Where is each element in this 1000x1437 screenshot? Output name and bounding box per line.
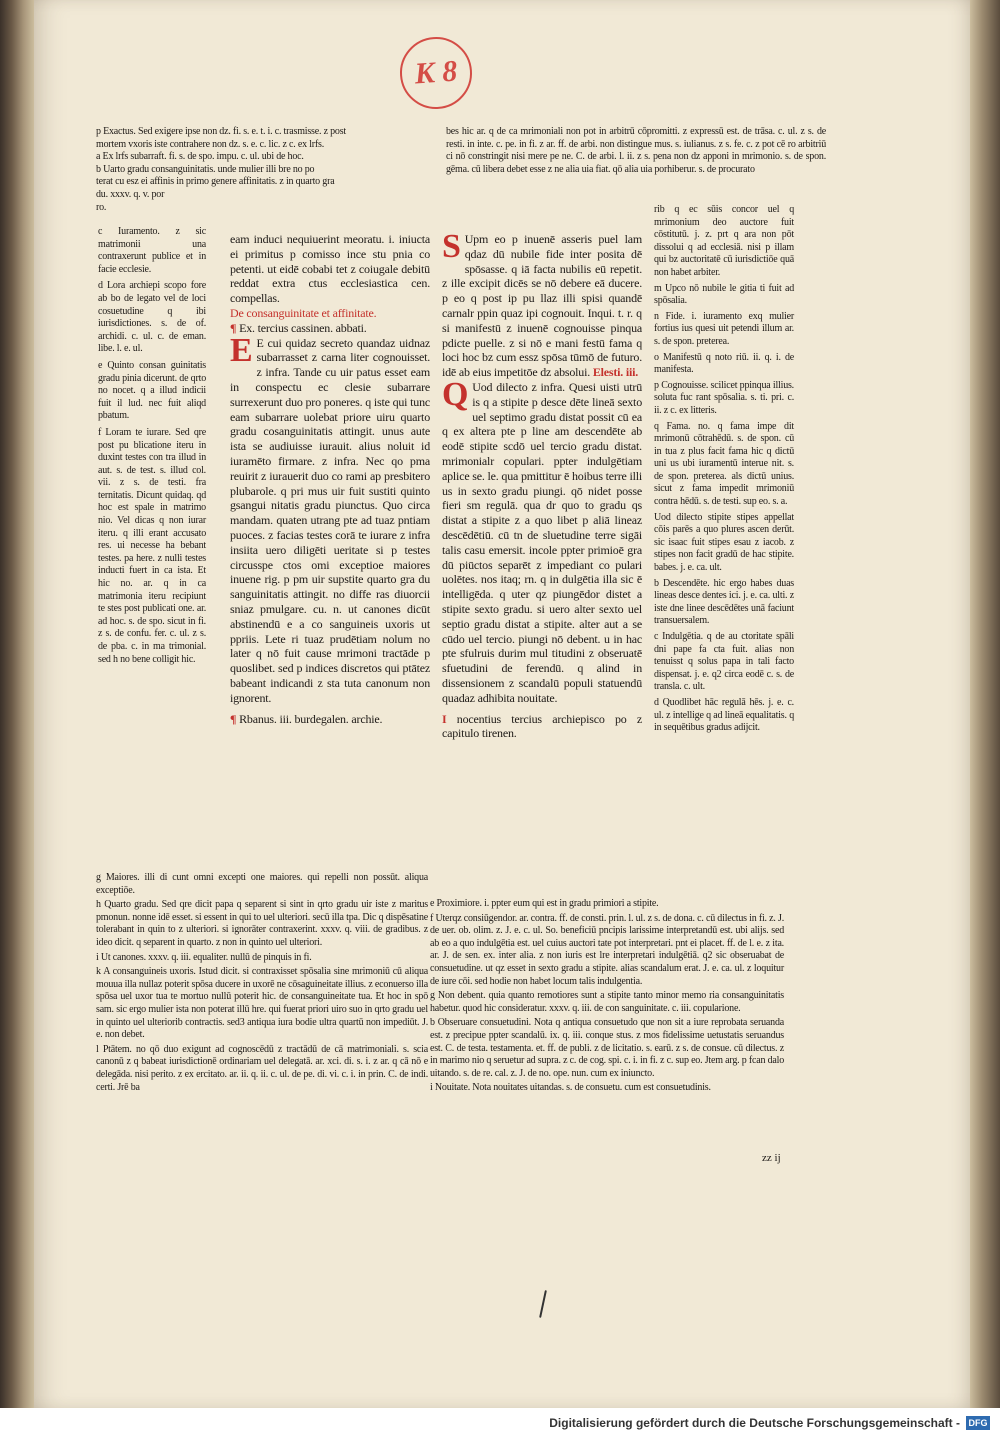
gloss-line: bes hic ar. q de ca mrimoniali non pot in arbitrū cōpromitti. z expressū est. de trāsa. c. ul. z s. de resti. in inte. c. pe. in fi. z ar. ff. de arbi. non distingue mus. s. iulianus. z s. fe. c. z pot cē ro arbitriū ci nō constringit nisi mere pe ne. C. de arbi. l. ii. z s. pena non dz apponi in mrimonio. s. de spon. gēma. cū libera debet esse z ne alia uia fiat. qō alia uia porhiberur. s. de procurato: [446, 126, 826, 175]
paragraph-mark: ¶: [230, 711, 237, 726]
gloss-entry: q Fama. no. q fama impe dit mrimonū cōtrahēdū. s. de spon. cū in tua z plus facit fama hic q dictū uni us ubi iuramentū interue nit. s. de spon. preterea. als dictū unius. sicut z fama impedit mrimoniū contra hēdū. s. de testi. sup eo. s. a.: [654, 420, 794, 508]
gloss-entry: p Cognouisse. scilicet ppinqua illius. soluta fuc rant spōsalia. s. ti. pri. c. ii. z c. ex litteris.: [654, 379, 794, 416]
book-edge-right: [970, 0, 1000, 1408]
column-left-top: [96, 126, 426, 214]
gloss-entry: b Obseruare consuetudini. Nota q antiqua consuetudo que non sit a iure reprobata seruanda est. z precipue ppter scandalū. ix. q. iii. conque stus. z mos fidelissime uetustatis seruandus est. C. de testa. testamenta. et. ff. de publi. z de licitatio. s. earū. z s. de consue. cū dilectus. z in marimo nio q seruetur ad supra. z c. de cog. spi. c. i. in fi. z c. sup eo. Jtem arg. p fcan dalo uitando. s. de re. cal. z. J. de no. ope. nun. cum ex iniuncto.: [430, 1017, 784, 1079]
main-paragraph: [230, 331, 430, 706]
gloss-entry: e Quinto consan guinitatis gradu pinia dicerunt. de qrto no nocet. q a illud indicii fuit il lud. nec fuit aliqd pbatum.: [98, 359, 206, 422]
gloss-line: a Ex lrfs subarraft. fi. s. de spo. impu. c. ul. ubi de hoc.: [96, 151, 304, 163]
gloss-entry: f Uterqz consiūgendor. ar. contra. ff. de consti. prin. l. ul. z s. de dona. c. cū dilectus in fi. z. J. de uer. ob. olim. z. J. e. c. ul. So. beneficiū pncipis larissime interpretandū est. ubi alijs. sed ab eo a quo indulgētia est. uel cuius auctori tate pot interpretari. pnt ei placet. ff. de l. e. z ita. ar. J. de sen. ex. inter alia. z non iuris est lre interpretari indulgētiā. q2 sic obseruabat de consuetudine. ut qz esset in sexto gradu a stipite. alias scandalum erat. J. e. ca. ul. z loquitur de iure cōi. sed hodie non habet locum talis indulgentia.: [430, 912, 784, 987]
paragraph-mark: ¶: [230, 320, 237, 335]
gloss-entry: i Nouitate. Nota nouitates uitandas. s. de consuetu. cum est consuetudinis.: [430, 1082, 711, 1094]
column-right-top: [446, 126, 826, 176]
gloss-entry: k A consanguineis uxoris. Istud dicit. si contraxisset spōsalia sine mrimoniū cū aliqua mouua illa nullaz poterit spōsa ducere in uxorē ne cōsaguineitate illius. z econuerso illa spōsa uel uxor tua te mortuo nullū poterit hic. de consanguineitate tua. Et hoc in spō sam. sic ergo mulier ista non poterat illū hre. qui fuerat priori uiro suo in qrto gradu uel in quinto uel ulteriorib contractis. sed3 antiqua iura bodie ultra quartū non impediūt. J. e. non debet.: [96, 966, 428, 1041]
chapter-title-text: Rbanus. iii. burdegalen. archie.: [239, 711, 383, 726]
gloss-entry: d Lora archiepi scopo fore ab bo de legato vel de loci cosuetudine q ibi iurisdictiones. s. de of. archidi. c. ul. c. de eman. libe. l. e. ul.: [98, 280, 206, 355]
column-main-right: [442, 228, 642, 741]
chapter-title-text: nocentius tercius archiepisco po z capitulo tirenen.: [442, 711, 642, 741]
drop-capital: Q: [442, 375, 469, 413]
main-paragraph: eam induci nequiuerint meoratu. i. iniucta ei primitus p comisso ince stu pnia co petenti. ut eidē cobabi tet z coiugale debitū reddat extra ctus ecclesiastica cen. compellas.: [230, 232, 430, 306]
chapter-title: [230, 321, 430, 336]
gloss-line: mortem vxoris iste contrahere non dz. s. e. c. lic. z c. ex lrfs.: [96, 138, 325, 150]
chapter-title-text: Elesti. iii.: [592, 365, 639, 380]
main-paragraph-text: Uod dilecto z infra. Quesi uisti utrū is q a stipite p desce dēte lineā sexto uel septimo gradu distat possit cū ea q ex altera pte p line am descendēte ab eodē stipite scdō uel tercio gradu distat. mrimonialr copulari. ppter indulgētiam aplice se. le. qua pmittitur ē hoibus terre illi us in sexto gradu piungi. qō nidet posse fieri sm regulā. qua dr quo to gradu qs distat a stipite z a quo libet p aliā lineaz descēdētiū. cū tn de sluetudine terre sigāi talis casu emersit. incole ppter primioē gra dū piūctos separēt z impediant co pulari uolētes. nos itaq; rn. q in dulgētia illa sic ē intelligēda. q uter qz piungēdor distet a stipite sexto gradu. si uero alter sexto uel septio gradu distat a stipite. alter aut a se cūdo uel tercio. piungi nō debent. u in hac pte sfulruis durim mul titudini z obseruatē sfuetudini de ferendū. q alind in dissensionem z scandalū populi statuendū quadaz adhibita nouitate.: [442, 379, 642, 705]
gloss-line: p Exactus. Sed exigere ipse non dz. fi. s. e. t. i. c. trasmisse. z post: [96, 126, 346, 137]
gloss-entry: Uod dilecto stipite stipes appellat cōis parēs a quo plures ascen derūt. sic isaac fuit stipes esau z iacob. z stipes non facit gradū de hac stipite. babes. j. e. ca. ult.: [654, 511, 794, 574]
gloss-entry: h Quarto gradu. Sed qre dicit papa q separent si sint in qrto gradu uir iste z maritus pmonun. nonne idē esset. si essent in qui to uel ulteriori. secū illa tpa. Dic q dispēsatine tolerabant in quin to z ulteriori. si ignorāter contraxerint. xxxv. q. viii. de gradibus. z ideo dicit. q separent in quarto. z non in quinto uel ulteriori.: [96, 899, 428, 948]
gloss-entry: m Upco nō nubile le gitia ti fuit ad spōsalia.: [654, 282, 794, 307]
gloss-line: b Uarto gradu consanguinitatis. unde mulier illi bre no po: [96, 163, 315, 175]
column-main-left: [230, 232, 430, 726]
gloss-entry: c Iuramento. z sic matrimonii una contraxerunt publice et in facie ecclesie.: [98, 226, 206, 275]
gloss-entry: e Proximiore. i. ppter eum qui est in gradu primiori a stipite.: [430, 898, 659, 909]
gloss-entry: o Manifestū q noto riū. ii. q. i. de manifesta.: [654, 351, 794, 376]
gloss-entry: b Descendēte. hic ergo habes duas lineas desce dentes ici. j. e. ca. ulti. z iste dne linee descēdētes unā faciunt transuersalem.: [654, 577, 794, 627]
column-left-gloss: [98, 226, 206, 666]
column-bottom-left: [96, 872, 428, 1094]
book-edge-left: [0, 0, 34, 1408]
main-paragraph-text: E cui quidaz secreto quandaz uidnaz subarrasset z carna liter cognouisset. z infra. Tande cu uir patus esset eam in conspectu ec clesie subarrare surrexerunt duo pro poneres. q iste qui tunc eam subarrare uolebat priore uiru quarto gradu cosanguinitatis attingit. unus aute ista se audiuisse iurauit. alius noluit id iuramēto firmare. z infra. Nec qo pma reuirit z iurauerit duo co rami ap presbitero plubarole. q pri mus uir fuit sustiti quinto gsangui nitatis gradu piunctus. Quo circa mandam. quaten utrang pte ad tuaz pntiam puoces. z facias testes corā te iurare z infra insiita uero diligēti ueritate si p testes circusspe ctos omi exceptioe maiores inuene rig. p pm uir supstite quarto gra du sanguinitatis attingit. no diffe ras diuorcii sniaz pmulgare. cu. n. ut canones dicūt abstinendū e a co sanguineis uxoris ut ppriis. Lete ri tuaz prudētiam nolum no later q nō fuit cause mrimoni tractāde p quoslibet. sed p indices discretos qui ptātez babeant indicandi z sta tuta canonum non ignorent.: [230, 335, 430, 705]
gloss-entry: n Fide. i. iuramento exq mulier fortius ius quesi uit petendi illum ar. s. de spon. preterea.: [654, 310, 794, 347]
chapter-title-text: Ex. tercius cassinen. abbati.: [239, 320, 367, 335]
gloss-entry: f Loram te iurare. Sed qre post pu blicatione iteru in duxint testes con tra illud in aut. s. de test. s. illud col. vii. z s. de testi. fra ternitatis. Dicunt quidaq. qd hoc est spale in matrimo nio. Vel dicas q non iurar iteru. q illi erant accusato res. ui necesse ha bebant testes. pa here. z nulli testes inducti fuert in ca ista. Et hic no. ar. q in ca matrimonia iteru recipiunt te stes post publicati one. ar. ad hoc. s. de spo. sicut in fi. z s. de confu. fer. c. ul. z s. de pba. c. in ma trimonial. sed h no bene colligit hic.: [98, 426, 206, 665]
gloss-line: terat cu esz ei affinis in primo genere affinitatis. z in quarto gra: [96, 176, 335, 188]
drop-capital: E: [230, 331, 253, 369]
library-stamp: [398, 35, 475, 112]
dfg-logo: DFG: [966, 1416, 990, 1430]
gloss-entry: rib q ec sūis concor uel q mrimonium deo auctore fuit cōstitutū. j. z. prt q ara non pōt dissolui q ad ecclesiā. nisi p illam qui bz auctoritatē cū iurisdictiōe quā non habet arbiter.: [654, 204, 794, 278]
main-paragraph-text: Upm eo p inuenē asseris puel lam qdaz dū nubile fide inter posita dē spōsasse. q iā facta nubilis eū repetit. z ille excipit dicēs se nō debere eā ducere. p eo q post ip pu llaz illi spisi quandē carnalr ppin quaz ipi cognouit. Inqui. t. r. q si manifestū z inuenē cognouisse pinqua pdicte puelle. z si nō e mani festū fama q loci hoc bz cum essz spōsa tūmō de futuro. idē ab eius impetitōe dz absolui.: [442, 232, 642, 380]
main-paragraph: [442, 228, 642, 380]
gloss-line: ro.: [96, 201, 107, 213]
gloss-entry: c Indulgētia. q de au ctoritate spāli dni pape fa cta fuit. alias non tenuisst q solus papa in tali facto dispensat. j. e. q2 circa eodē c. s. de transla. c. ult.: [654, 631, 794, 693]
paragraph-mark: I: [442, 711, 447, 726]
pen-stroke: [539, 1290, 547, 1318]
gloss-entry: i Ut canones. xxxv. q. iii. equaliter. nullū de pinquis in fi.: [96, 951, 312, 963]
gloss-line: du. xxxv. q. v. por: [96, 188, 165, 200]
chapter-title: [230, 712, 430, 727]
column-bottom-right: [430, 898, 784, 1095]
manuscript-page: [34, 0, 970, 1408]
funding-notice: Digitalisierung gefördert durch die Deutsche Forschungsgemeinschaft -: [549, 1415, 960, 1430]
chapter-title: [442, 712, 642, 742]
column-right-gloss: [654, 204, 794, 735]
footer-bar: [0, 1408, 1000, 1437]
gloss-entry: g Non debent. quia quanto remotiores sunt a stipite tanto minor memo ria consanguinitatis habetur. quod hic consideratur. xxxv. q. iii. de con sanguinitate. c. iii. copularione.: [430, 990, 784, 1014]
main-paragraph: [442, 375, 642, 706]
gloss-entry: l Ptātem. no qō duo exigunt ad cognoscēdū z tractādū de cā matrimoniali. s. scia canonū z q babeat iurisdictionē ordinariam uel delegatā. ar. xci. di. s. i. z ar. q cā nō e delegāda. nisi perito. z ex ercitato. ar. ii. q. ii. c. ul. de pe. di. vi. c. i. in prin. C. de indi. certi. Jrē ba: [96, 1043, 428, 1093]
gloss-entry: g Maiores. illi di cunt omni excepti one maiores. qui repelli non possūt. aliqua exceptiōe.: [96, 872, 428, 896]
drop-capital: S: [442, 228, 461, 265]
stamp-text: K 8: [413, 54, 459, 91]
section-rubric: De consanguinitate et affinitate.: [230, 305, 377, 320]
gloss-entry: d Quodlibet hāc regulā hēs. j. e. c. ul. z intellige q ad lineā equalitatis. q in sequētibus gradus adijcit.: [654, 696, 794, 734]
signature-mark: zz ij: [762, 1152, 781, 1164]
